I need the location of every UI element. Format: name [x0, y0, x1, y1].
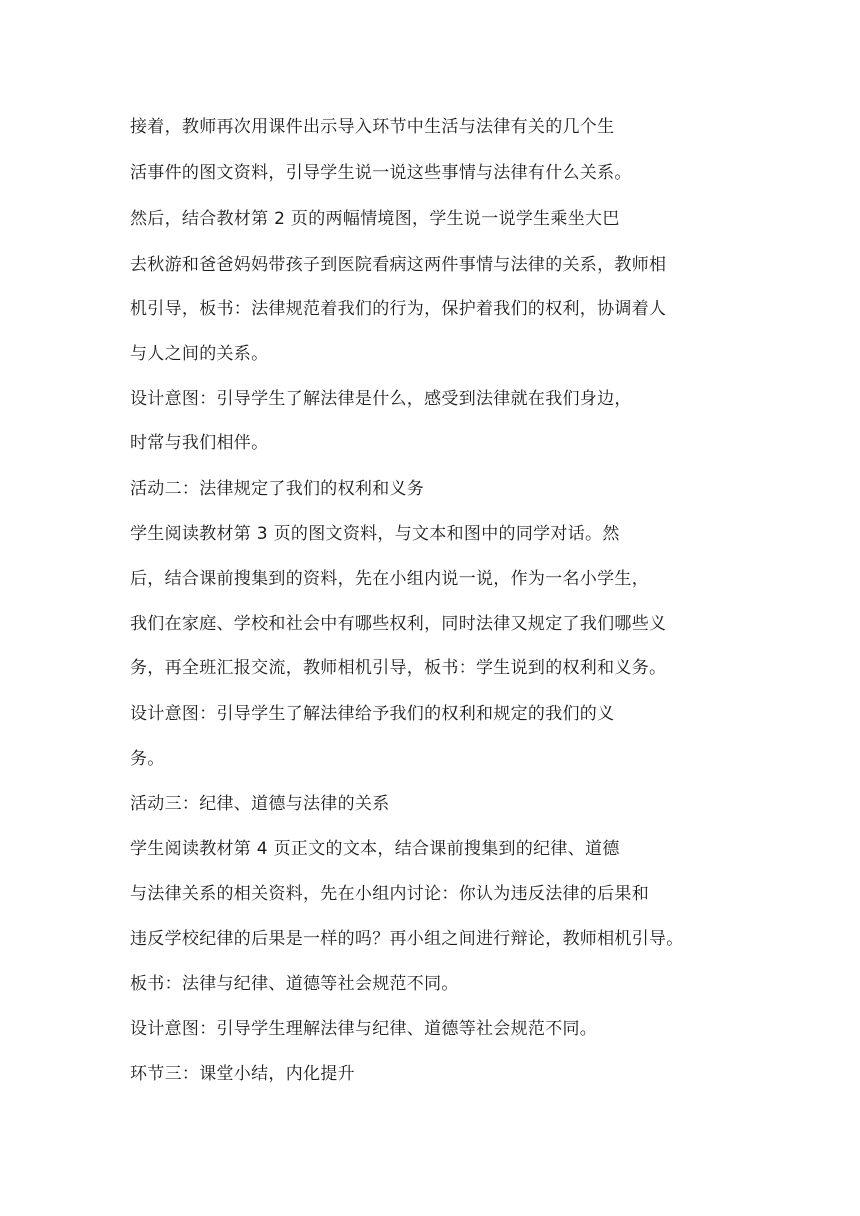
text-line: 机引导，板书：法律规范着我们的行为，保护着我们的权利，协调着人 — [130, 299, 667, 319]
text-line: 板书：法律与纪律、道德等社会规范不同。 — [130, 974, 459, 994]
text-line: 设计意图：引导学生理解法律与纪律、道德等社会规范不同。 — [130, 1019, 598, 1039]
text-line: 务，再全班汇报交流，教师相机引导，板书：学生说到的权利和义务。 — [130, 658, 667, 678]
text-line: 接着，教师再次用课件出示导入环节中生活与法律有关的几个生 — [130, 117, 615, 137]
text-line: 时常与我们相伴。 — [130, 433, 269, 453]
text-line: 学生阅读教材第 3 页的图文资料，与文本和图中的同学对话。然 — [130, 524, 620, 544]
text-line: 设计意图：引导学生了解法律是什么，感受到法律就在我们身边， — [130, 389, 632, 409]
section-heading: 环节三：课堂小结，内化提升 — [130, 1064, 355, 1084]
text-line: 然后，结合教材第 2 页的两幅情境图，学生说一说学生乘坐大巴 — [130, 209, 620, 229]
section-heading: 活动三：纪律、道德与法律的关系 — [130, 794, 390, 814]
text-line: 违反学校纪律的后果是一样的吗？再小组之间进行辩论，教师相机引导。 — [130, 929, 684, 949]
text-line: 活事件的图文资料，引导学生说一说这些事情与法律有什么关系。 — [130, 163, 632, 183]
text-line: 学生阅读教材第 4 页正文的文本，结合课前搜集到的纪律、道德 — [130, 839, 620, 859]
text-line: 去秋游和爸爸妈妈带孩子到医院看病这两件事情与法律的关系，教师相 — [130, 255, 667, 275]
text-line: 我们在家庭、学校和社会中有哪些权利，同时法律又规定了我们哪些义 — [130, 614, 667, 634]
text-line: 设计意图：引导学生了解法律给予我们的权利和规定的我们的义 — [130, 704, 615, 724]
section-heading: 活动二：法律规定了我们的权利和义务 — [130, 479, 425, 499]
text-line: 与法律关系的相关资料，先在小组内讨论：你认为违反法律的后果和 — [130, 884, 649, 904]
text-line: 后，结合课前搜集到的资料，先在小组内说一说，作为一名小学生， — [130, 569, 649, 589]
text-line: 与人之间的关系。 — [130, 344, 269, 364]
text-line: 务。 — [130, 749, 165, 769]
